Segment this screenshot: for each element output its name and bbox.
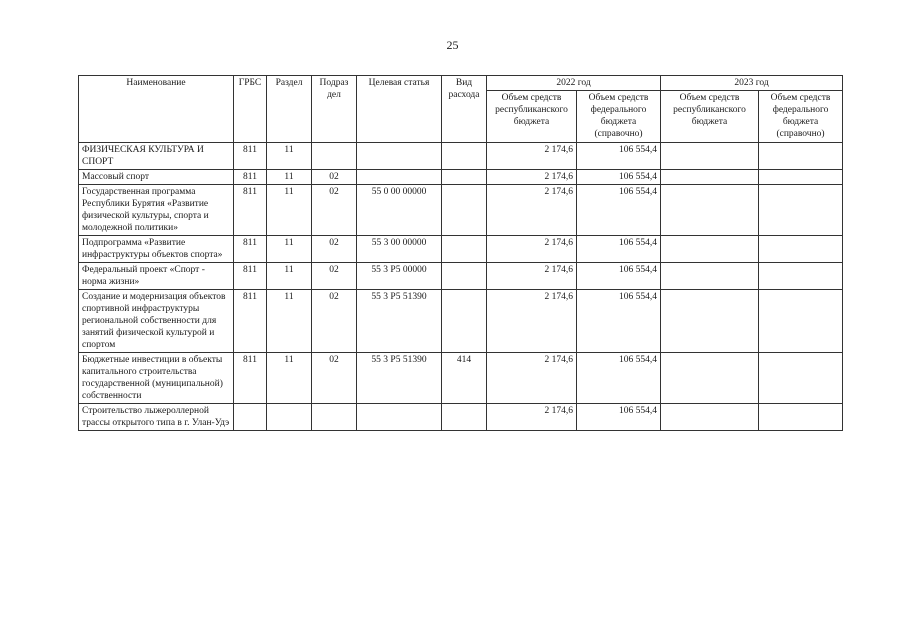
- cell-name: Создание и модернизация объектов спортивной инфраструктуры региональной собственности для занятий физической культурой и спортом: [79, 290, 234, 353]
- cell-2022-regional: 2 174,6: [487, 404, 577, 431]
- cell-grbs: 811: [234, 170, 267, 185]
- cell-2023-federal: [759, 236, 843, 263]
- cell-2022-federal: 106 554,4: [577, 404, 661, 431]
- cell-subsection: 02: [312, 263, 357, 290]
- cell-2022-regional: 2 174,6: [487, 263, 577, 290]
- header-section: Раздел: [267, 76, 312, 143]
- cell-2023-regional: [661, 143, 759, 170]
- cell-subsection: [312, 143, 357, 170]
- cell-2023-federal: [759, 263, 843, 290]
- table-row: [79, 170, 843, 185]
- cell-2023-federal: [759, 185, 843, 236]
- cell-2023-regional: [661, 290, 759, 353]
- table-row: [79, 236, 843, 263]
- table-row: [79, 263, 843, 290]
- cell-section: 11: [267, 353, 312, 404]
- header-2022-regional: Объем средств республиканского бюджета: [487, 91, 577, 143]
- cell-target: [357, 404, 442, 431]
- cell-2023-federal: [759, 290, 843, 353]
- header-grbs: ГРБС: [234, 76, 267, 143]
- header-target: Целевая статья: [357, 76, 442, 143]
- header-subsection: Подраз дел: [312, 76, 357, 143]
- cell-expense-type: [442, 404, 487, 431]
- cell-name: Федеральный проект «Спорт - норма жизни»: [79, 263, 234, 290]
- header-2023-regional: Объем средств республиканского бюджета: [661, 91, 759, 143]
- cell-2023-regional: [661, 170, 759, 185]
- cell-grbs: 811: [234, 143, 267, 170]
- cell-2022-federal: 106 554,4: [577, 263, 661, 290]
- cell-name: Бюджетные инвестиции в объекты капитального строительства государственной (муниципальной) собственности: [79, 353, 234, 404]
- cell-target: [357, 170, 442, 185]
- cell-grbs: 811: [234, 263, 267, 290]
- cell-2022-federal: 106 554,4: [577, 185, 661, 236]
- cell-2022-regional: 2 174,6: [487, 236, 577, 263]
- cell-2023-regional: [661, 353, 759, 404]
- cell-target: 55 3 00 00000: [357, 236, 442, 263]
- cell-subsection: [312, 404, 357, 431]
- cell-2023-federal: [759, 143, 843, 170]
- cell-section: 11: [267, 185, 312, 236]
- header-year-2022: 2022 год: [487, 76, 661, 91]
- cell-expense-type: [442, 143, 487, 170]
- cell-grbs: 811: [234, 353, 267, 404]
- cell-2023-federal: [759, 404, 843, 431]
- header-year-2023: 2023 год: [661, 76, 843, 91]
- cell-name: Строительство лыжероллерной трассы открытого типа в г. Улан-Удэ: [79, 404, 234, 431]
- cell-2023-regional: [661, 236, 759, 263]
- cell-2023-regional: [661, 404, 759, 431]
- cell-target: 55 3 P5 51390: [357, 290, 442, 353]
- cell-2022-federal: 106 554,4: [577, 170, 661, 185]
- header-row-top: [79, 76, 843, 91]
- cell-2023-regional: [661, 185, 759, 236]
- cell-target: 55 3 P5 51390: [357, 353, 442, 404]
- cell-2022-regional: 2 174,6: [487, 170, 577, 185]
- cell-name: Государственная программа Республики Бурятия «Развитие физической культуры, спорта и молодежной политики»: [79, 185, 234, 236]
- cell-2022-regional: 2 174,6: [487, 143, 577, 170]
- cell-grbs: [234, 404, 267, 431]
- cell-target: [357, 143, 442, 170]
- table-row: [79, 404, 843, 431]
- header-expense-type: Вид расхода: [442, 76, 487, 143]
- table-row: [79, 143, 843, 170]
- header-name: Наименование: [79, 76, 234, 143]
- cell-subsection: 02: [312, 290, 357, 353]
- cell-expense-type: [442, 236, 487, 263]
- cell-expense-type: [442, 290, 487, 353]
- table-row: [79, 353, 843, 404]
- cell-2022-federal: 106 554,4: [577, 290, 661, 353]
- cell-section: 11: [267, 170, 312, 185]
- cell-grbs: 811: [234, 185, 267, 236]
- cell-section: [267, 404, 312, 431]
- cell-expense-type: [442, 170, 487, 185]
- table-row: [79, 185, 843, 236]
- cell-section: 11: [267, 236, 312, 263]
- cell-name: Подпрограмма «Развитие инфраструктуры объектов спорта»: [79, 236, 234, 263]
- cell-2023-regional: [661, 263, 759, 290]
- cell-subsection: 02: [312, 170, 357, 185]
- cell-2023-federal: [759, 353, 843, 404]
- cell-target: 55 0 00 00000: [357, 185, 442, 236]
- table-body: [79, 143, 843, 431]
- cell-2023-federal: [759, 170, 843, 185]
- cell-subsection: 02: [312, 236, 357, 263]
- cell-name: ФИЗИЧЕСКАЯ КУЛЬТУРА И СПОРТ: [79, 143, 234, 170]
- cell-grbs: 811: [234, 236, 267, 263]
- cell-section: 11: [267, 143, 312, 170]
- cell-subsection: 02: [312, 353, 357, 404]
- cell-subsection: 02: [312, 185, 357, 236]
- cell-2022-regional: 2 174,6: [487, 290, 577, 353]
- header-2023-federal: Объем средств федерального бюджета (справочно): [759, 91, 843, 143]
- cell-2022-federal: 106 554,4: [577, 236, 661, 263]
- cell-2022-regional: 2 174,6: [487, 185, 577, 236]
- cell-2022-federal: 106 554,4: [577, 353, 661, 404]
- cell-expense-type: [442, 185, 487, 236]
- cell-target: 55 3 P5 00000: [357, 263, 442, 290]
- page-number: 25: [446, 38, 459, 52]
- cell-2022-federal: 106 554,4: [577, 143, 661, 170]
- budget-table: [78, 75, 843, 431]
- cell-section: 11: [267, 290, 312, 353]
- cell-expense-type: 414: [442, 353, 487, 404]
- cell-expense-type: [442, 263, 487, 290]
- header-2022-federal: Объем средств федерального бюджета (справочно): [577, 91, 661, 143]
- cell-section: 11: [267, 263, 312, 290]
- cell-grbs: 811: [234, 290, 267, 353]
- cell-name: Массовый спорт: [79, 170, 234, 185]
- table-row: [79, 290, 843, 353]
- cell-2022-regional: 2 174,6: [487, 353, 577, 404]
